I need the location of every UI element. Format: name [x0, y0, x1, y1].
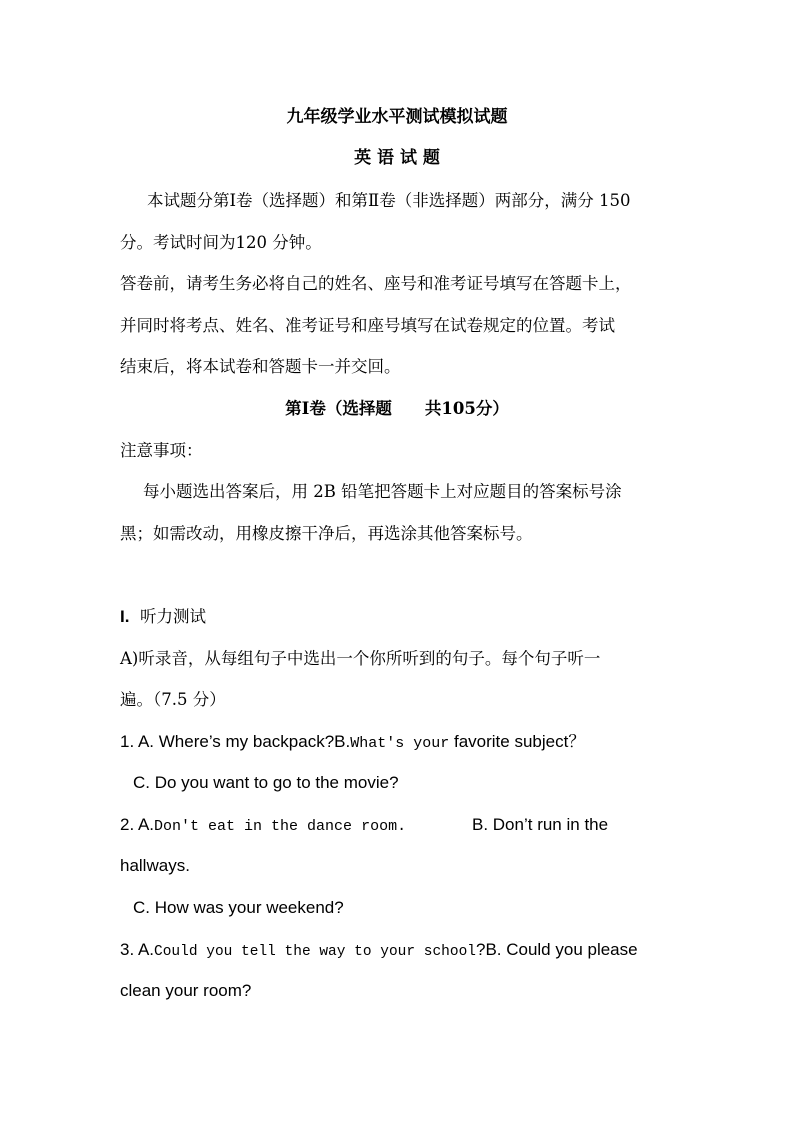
- q2-option-b: B. Don’t run in the: [472, 815, 609, 834]
- q1-option-b-rest: favorite subject？: [449, 732, 586, 751]
- intro-line-5: 结束后，将本试卷和答题卡一并交回。: [120, 357, 401, 376]
- instruction-line-1: A)听录音，从每组句子中选出一个你所听到的句子。每个句子听一: [120, 649, 601, 668]
- q2-option-b-cont: hallways.: [120, 856, 190, 875]
- notice-line-1: 每小题选出答案后，用 2B 铅笔把答题卡上对应题目的答案标号涂: [143, 482, 622, 501]
- section1-heading: [120, 606, 206, 628]
- exam-title: 九年级学业水平测试模拟试题: [286, 107, 508, 127]
- q3-option-b: ?B. Could you please: [475, 940, 638, 959]
- notice-line-2: 黑；如需改动，用橡皮擦干净后，再选涂其他答案标号。: [120, 524, 533, 543]
- exam-subtitle: 英 语 试 题: [354, 148, 440, 168]
- section-name: 听力测试: [139, 607, 206, 626]
- intro-line-3: 答卷前，请考生务必将自己的姓名、座号和准考证号填写在答题卡上，: [120, 274, 632, 293]
- instruction-line-2: 遍。（7.5 分）: [120, 690, 226, 709]
- intro-line-2: 分。考试时间为120 分钟。: [120, 233, 322, 252]
- question-2: [120, 814, 406, 838]
- q3-option-b-cont: clean your room?: [120, 981, 252, 1000]
- question-3: [120, 939, 638, 963]
- part1-heading: 第Ⅰ卷（选择题 共105分）: [285, 399, 509, 418]
- intro-line-1: 本试题分第Ⅰ卷（选择题）和第Ⅱ卷（非选择题）两部分，满分 150: [147, 191, 631, 210]
- question-1: [120, 731, 585, 755]
- section-number: I.: [120, 607, 130, 626]
- q1-prefix: 1. A. Where’s my backpack?B.: [120, 732, 351, 751]
- q1-option-c: C. Do you want to go to the movie?: [133, 773, 399, 792]
- q1-option-b-text: What's your: [350, 735, 450, 752]
- q3-option-a-text: Could you tell the way to your school: [154, 944, 476, 960]
- q2-prefix: 2. A.: [120, 815, 155, 834]
- q2-option-a-text: Don't eat in the dance room.: [154, 818, 407, 835]
- q3-prefix: 3. A.: [120, 940, 155, 959]
- notice-label: 注意事项：: [120, 441, 203, 460]
- intro-line-4: 并同时将考点、姓名、准考证号和座号填写在试卷规定的位置。考试: [120, 316, 615, 335]
- q2-option-c: C. How was your weekend?: [133, 898, 344, 917]
